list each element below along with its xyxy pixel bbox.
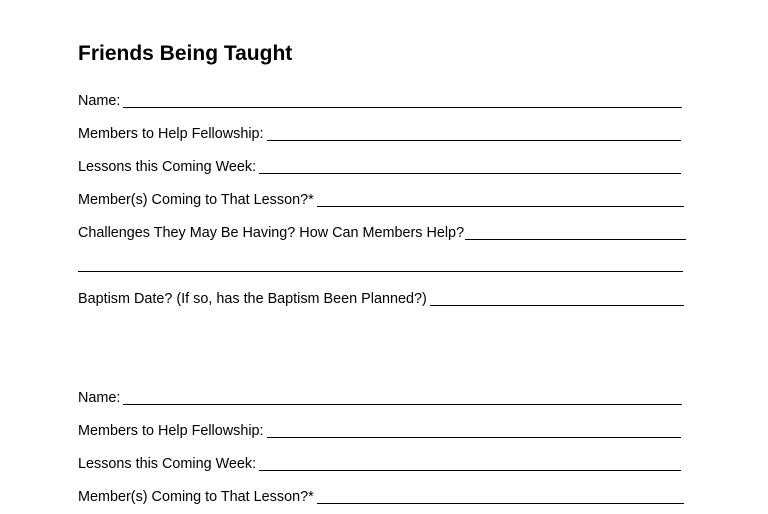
challenges-field [78, 222, 686, 242]
name-fill-line-2[interactable] [123, 390, 682, 405]
fellowship-label-2: Members to Help Fellowship: [78, 423, 264, 439]
fellowship-field-2 [78, 420, 681, 440]
name-fill-line[interactable] [123, 93, 682, 108]
fellowship-label: Members to Help Fellowship: [78, 126, 264, 142]
fellowship-field [78, 123, 681, 143]
lessons-label-2: Lessons this Coming Week: [78, 456, 257, 472]
lessons-field-2 [78, 453, 681, 473]
name-field [78, 90, 682, 110]
name-label-2: Name: [78, 390, 121, 406]
baptism-field [78, 288, 684, 308]
name-field-2 [78, 387, 682, 407]
challenges-label: Challenges They May Be Having? How Can Members Help? [78, 225, 465, 241]
members-lesson-field [78, 189, 684, 209]
baptism-fill-line[interactable] [430, 291, 684, 306]
lessons-label: Lessons this Coming Week: [78, 159, 257, 175]
lessons-fill-line[interactable] [259, 159, 681, 174]
lessons-fill-line-2[interactable] [259, 456, 681, 471]
members-lesson-fill-line[interactable] [317, 192, 684, 207]
lessons-field [78, 156, 681, 176]
members-lesson-label-2: Member(s) Coming to That Lesson?* [78, 489, 314, 505]
challenges-fill-line[interactable] [465, 225, 686, 240]
members-lesson-label: Member(s) Coming to That Lesson?* [78, 192, 314, 208]
fellowship-fill-line-2[interactable] [267, 423, 681, 438]
name-label: Name: [78, 93, 121, 109]
challenges-continuation-line[interactable] [78, 271, 683, 272]
fellowship-fill-line[interactable] [267, 126, 681, 141]
baptism-label: Baptism Date? (If so, has the Baptism Been Planned?) [78, 291, 427, 307]
members-lesson-fill-line-2[interactable] [317, 489, 684, 504]
page-title: Friends Being Taught [78, 42, 293, 65]
members-lesson-field-2 [78, 486, 684, 506]
